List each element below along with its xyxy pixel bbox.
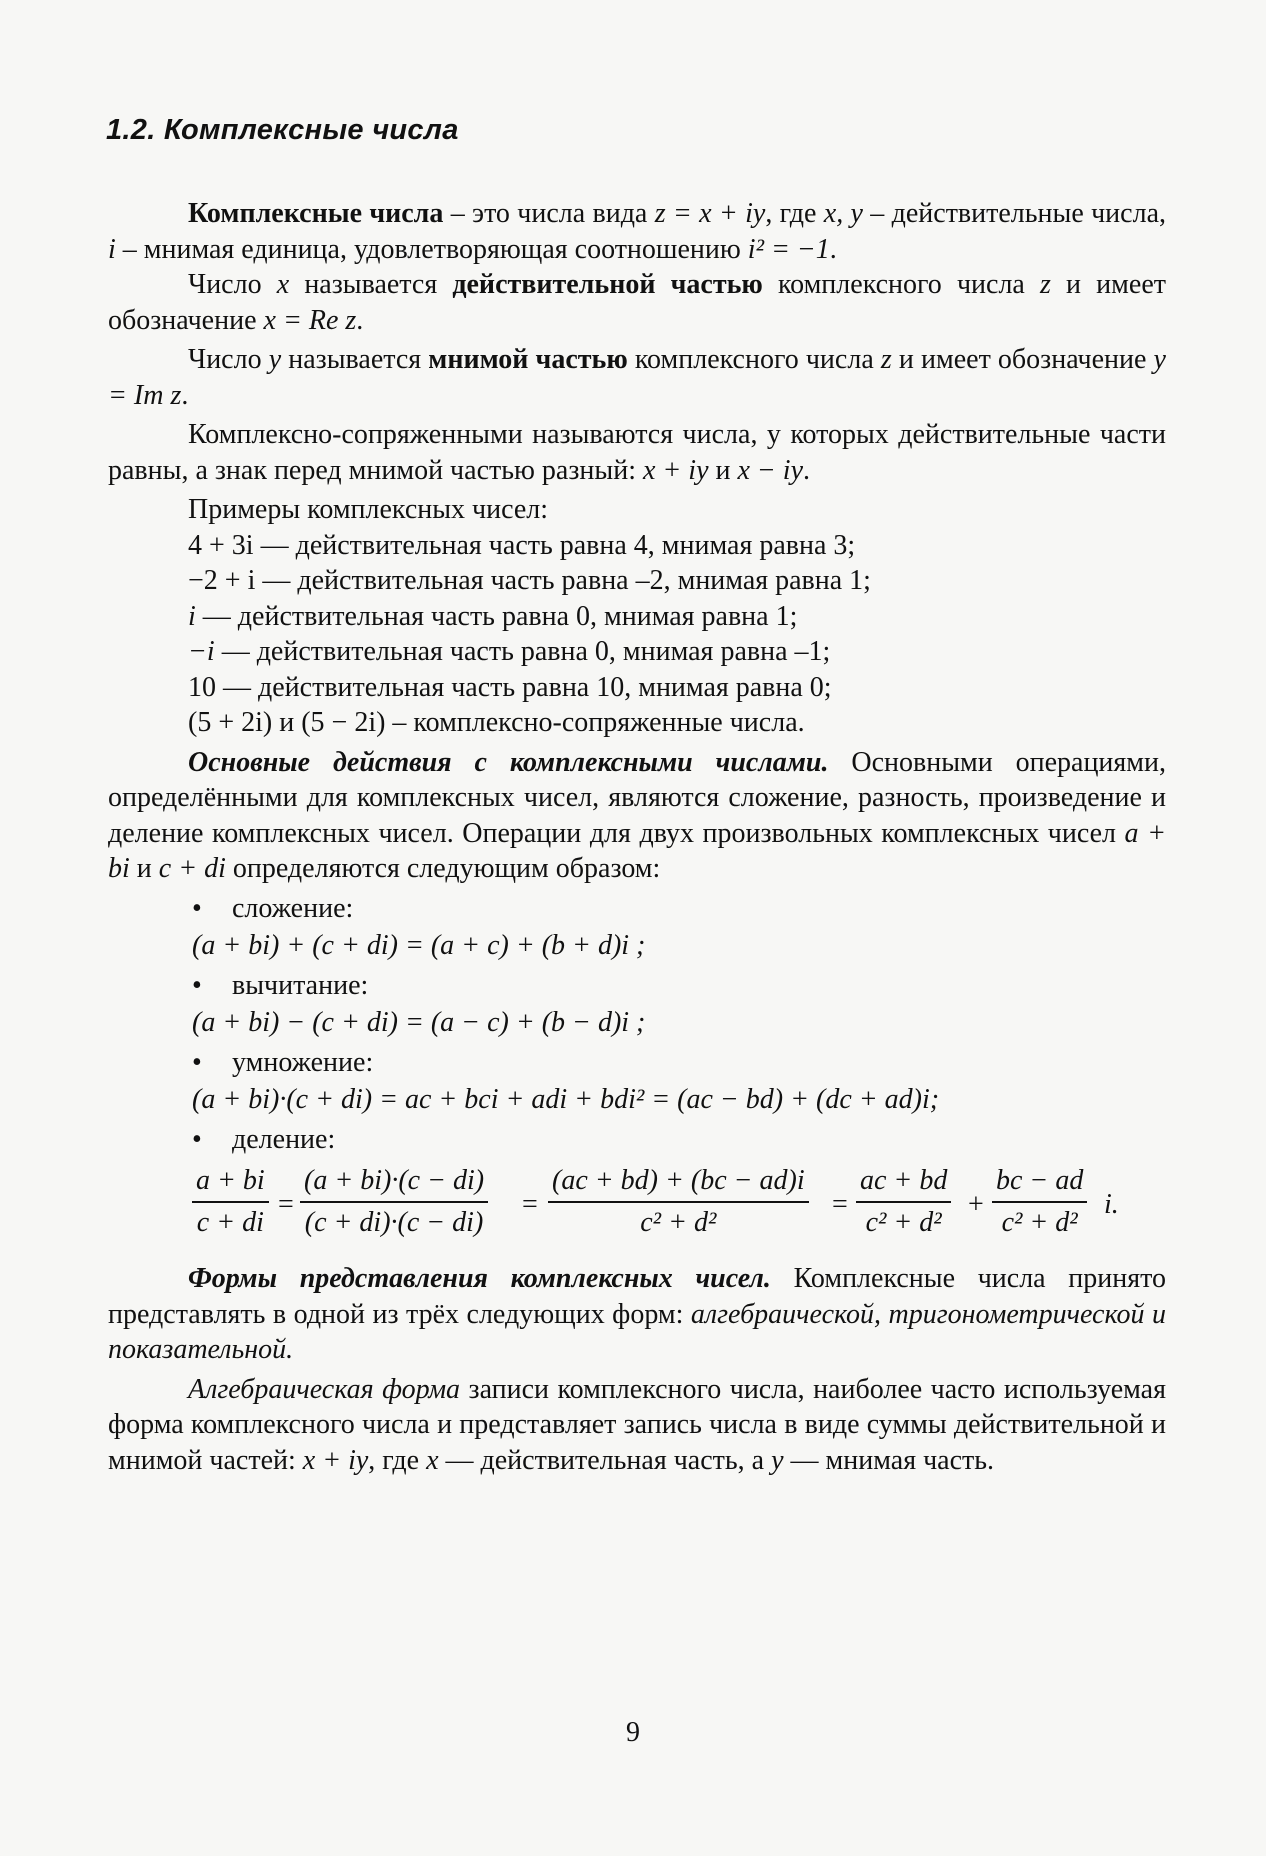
denominator: (c + di)·(c − di) [304,1207,484,1238]
operation-subtraction-label: • вычитание: [192,968,1166,1004]
paragraph-definition [108,196,1166,267]
operation-multiplication-label: • умножение: [192,1045,1166,1081]
formula: i [188,600,196,632]
forms-list: алгебраической, тригонометрической и показательной. [108,1298,1166,1365]
formula: i² = −1 [747,233,830,265]
formula: c + di [158,853,226,884]
numerator: ac + bd [856,1161,951,1203]
text: . [181,379,189,411]
formula: −i [188,636,215,667]
text: и имеет обозначение [108,269,1166,336]
formula: x = Re z [263,304,357,336]
paragraph-conjugates [108,417,1166,488]
numerator: a + bi [192,1161,269,1203]
equals-sign: = [832,1189,848,1220]
text: и имеет обозначение [891,344,1154,375]
text: и [708,454,738,486]
example-item [188,528,1166,564]
equals-sign: = [278,1189,294,1220]
operation-division-label: • деление: [192,1122,1166,1158]
forms-heading: Формы представления комплексных чисел. [188,1263,771,1294]
formula: 4 + 3i [188,529,254,561]
denominator: c + di [196,1207,264,1238]
text: , где [368,1444,427,1476]
text: – это числа вида [443,198,655,229]
equals-sign: = [522,1189,538,1220]
example-item [188,705,1166,741]
fraction [992,1161,1087,1243]
text: – мнимая единица, удовлетворяющая соотношению [115,233,748,265]
text: Комплексно-сопряженными называются числа, у которых действительные части равны, а знак перед мнимой частью разный: [108,419,1166,486]
text: – действительные числа, [862,198,1166,229]
example-item [188,563,1166,599]
operation-addition-formula: (a + bi) + (c + di) = (a + c) + (b + d)i ; [192,930,646,961]
text: комплексного числа [627,344,881,375]
text: — мнимая часть. [783,1444,995,1476]
text: определяются следующим образом: [225,853,661,884]
formula: z [1040,269,1051,300]
formula: x + iy [642,454,709,486]
paragraph-real-part [108,267,1166,338]
text: записи комплексного числа, наиболее часто используемая форма комплексного числа и представляет запись числа в виде суммы действительной и мнимой частей: [108,1373,1166,1476]
formula: a + bi [108,817,1166,884]
formula: y = Im z [108,344,1166,411]
formula: x [426,1444,439,1476]
formula: x, y [823,198,863,229]
text: . [356,304,364,336]
text: . [829,233,837,265]
formula: x + iy [302,1444,369,1476]
text: — действительная часть равна –2, мнимая равна 1; [255,565,871,596]
operations-heading: Основные действия с комплексными числами. [188,746,829,778]
paragraph-imaginary-part [108,342,1166,413]
text: — действительная часть равна 0, мнимая равна –1; [214,636,831,667]
text: — действительная часть равна 0, мнимая равна 1; [195,600,798,632]
term-algebraic-form: Алгебраическая форма [188,1373,461,1405]
numerator: (ac + bd) + (bc − ad)i [548,1161,809,1203]
formula: y [771,1444,784,1476]
term-real-part: действительной частью [452,269,763,300]
example-item [188,599,1166,635]
fraction [192,1161,269,1243]
term-complex-numbers: Комплексные числа [188,198,444,229]
formula: z = x + iy [654,198,766,229]
term-imaginary-part: мнимой частью [428,344,628,375]
numerator: bc − ad [992,1161,1087,1203]
denominator: c² + d² [865,1207,942,1238]
plus-sign: + [968,1189,984,1220]
fraction [300,1161,488,1243]
denominator: c² + d² [640,1207,717,1238]
text: Основными операциями, определёнными для комплексных чисел, являются сложение, разность, произведение и деление комплексных чисел. Операции для двух произвольных комплексных чисел [108,746,1166,849]
operation-addition-label: • сложение: [192,891,1166,927]
formula: x − iy [737,454,804,486]
operation-multiplication-formula: (a + bi)·(c + di) = ac + bci + adi + bdi² = (ac − bd) + (dc + ad)i; [192,1084,940,1115]
text: — действительная часть равна 10, мнимая равна 0; [216,671,832,703]
text: , где [765,198,824,229]
example-item [188,670,1166,706]
example-item [188,634,1166,670]
body-text [108,196,1166,1478]
page-number: 9 [626,1717,640,1748]
text: . [803,454,811,486]
numerator: (a + bi)·(c − di) [300,1161,488,1203]
text: Комплексные числа принято представлять в одной из трёх следующих форм: [108,1263,1166,1330]
fraction [856,1161,951,1243]
text: Число [188,344,269,375]
operation-division-formula [192,1161,1166,1257]
text: Число [188,269,277,300]
examples-list [108,528,1166,741]
operation-subtraction-formula: (a + bi) − (c + di) = (a − c) + (b − d)i ; [192,1007,646,1038]
formula: i [108,233,116,265]
paragraph-forms [108,1261,1166,1368]
section-title: 1.2. Комплексные числа [106,114,459,146]
fraction [548,1161,809,1243]
text: — действительная часть, а [438,1444,772,1476]
text: называется [281,344,429,375]
formula: 10 [188,671,216,703]
paragraph-algebraic-form [108,1372,1166,1479]
paragraph-operations [108,745,1166,887]
formula: x [276,269,290,300]
denominator: c² + d² [1001,1207,1078,1238]
text: называется [289,269,453,300]
imaginary-unit: i. [1104,1189,1119,1220]
text: и [129,853,159,884]
text: – комплексно-сопряженные числа. [385,707,805,738]
formula: −2 + i [188,565,256,596]
text: — действительная часть равна 4, мнимая равна 3; [253,529,856,561]
formula: y [268,344,282,375]
examples-title: Примеры комплексных чисел: [188,494,549,525]
text: комплексного числа [762,269,1040,300]
formula: z [880,344,892,375]
formula: (5 + 2i) и (5 − 2i) [188,707,386,738]
